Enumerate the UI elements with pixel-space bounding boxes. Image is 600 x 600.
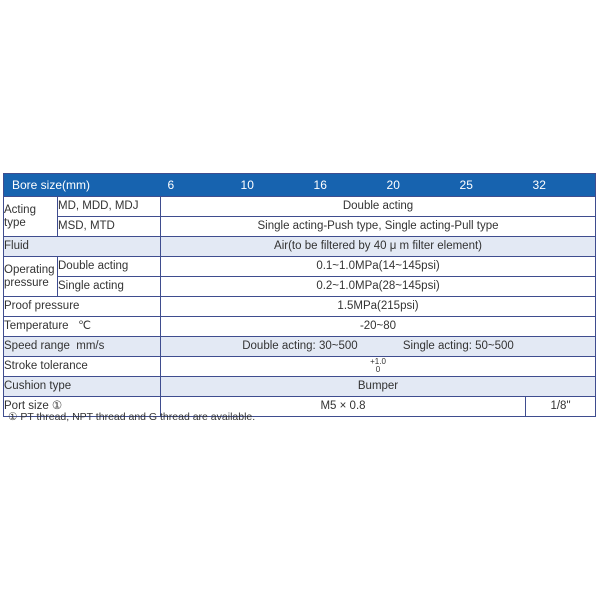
header-col-25: 25 (453, 174, 526, 197)
acting-md-label: MD, MDD, MDJ (58, 197, 161, 217)
op-double-label: Double acting (58, 257, 161, 277)
row-speed-range (4, 337, 596, 357)
table-header-row (4, 174, 596, 197)
port-size-value-main: M5 × 0.8 (161, 397, 526, 417)
spec-table (3, 173, 596, 417)
acting-msd-label: MSD, MTD (58, 217, 161, 237)
tolerance-upper: +1.0 (370, 357, 386, 366)
header-col-10: 10 (234, 174, 307, 197)
speed-single-acting: Single acting: 50~500 (402, 340, 514, 352)
row-fluid (4, 237, 596, 257)
header-col-6: 6 (161, 174, 234, 197)
proof-pressure-label: Proof pressure (4, 297, 161, 317)
header-col-16: 16 (307, 174, 380, 197)
row-acting-type-double (4, 197, 596, 217)
port-size-label: Port size ① (4, 397, 161, 417)
header-bore-size-label: Bore size(mm) (4, 174, 161, 197)
header-col-32: 32 (526, 174, 596, 197)
cushion-type-value: Bumper (161, 377, 596, 397)
acting-msd-value: Single acting-Push type, Single acting-Pull type (161, 217, 596, 237)
temperature-value: -20~80 (161, 317, 596, 337)
row-cushion-type (4, 377, 596, 397)
row-temperature (4, 317, 596, 337)
fluid-label: Fluid (4, 237, 161, 257)
proof-pressure-value: 1.5MPa(215psi) (161, 297, 596, 317)
row-proof-pressure (4, 297, 596, 317)
fluid-value: Air(to be filtered by 40 μ m filter element) (161, 237, 596, 257)
speed-range-value (161, 337, 596, 357)
row-operating-pressure-double (4, 257, 596, 277)
op-double-value: 0.1~1.0MPa(14~145psi) (161, 257, 596, 277)
operating-pressure-group-label: Operating pressure (4, 257, 58, 297)
op-single-label: Single acting (58, 277, 161, 297)
stroke-tolerance-value (161, 357, 596, 377)
op-single-value: 0.2~1.0MPa(28~145psi) (161, 277, 596, 297)
row-operating-pressure-single (4, 277, 596, 297)
header-col-20: 20 (380, 174, 453, 197)
tolerance-stack (370, 357, 386, 374)
cushion-type-label: Cushion type (4, 377, 161, 397)
port-size-value-32: 1/8" (526, 397, 596, 417)
speed-range-label: Speed range mm/s (4, 337, 161, 357)
footnote: ① PT thread, NPT thread and G thread are available. (8, 411, 256, 423)
acting-md-value: Double acting (161, 197, 596, 217)
stroke-tolerance-label: Stroke tolerance (4, 357, 161, 377)
acting-type-group-label: Acting type (4, 197, 58, 237)
row-stroke-tolerance (4, 357, 596, 377)
tolerance-lower: 0 (375, 365, 381, 374)
temperature-label: Temperature ℃ (4, 317, 161, 337)
row-acting-type-single (4, 217, 596, 237)
speed-double-acting: Double acting: 30~500 (242, 340, 358, 352)
